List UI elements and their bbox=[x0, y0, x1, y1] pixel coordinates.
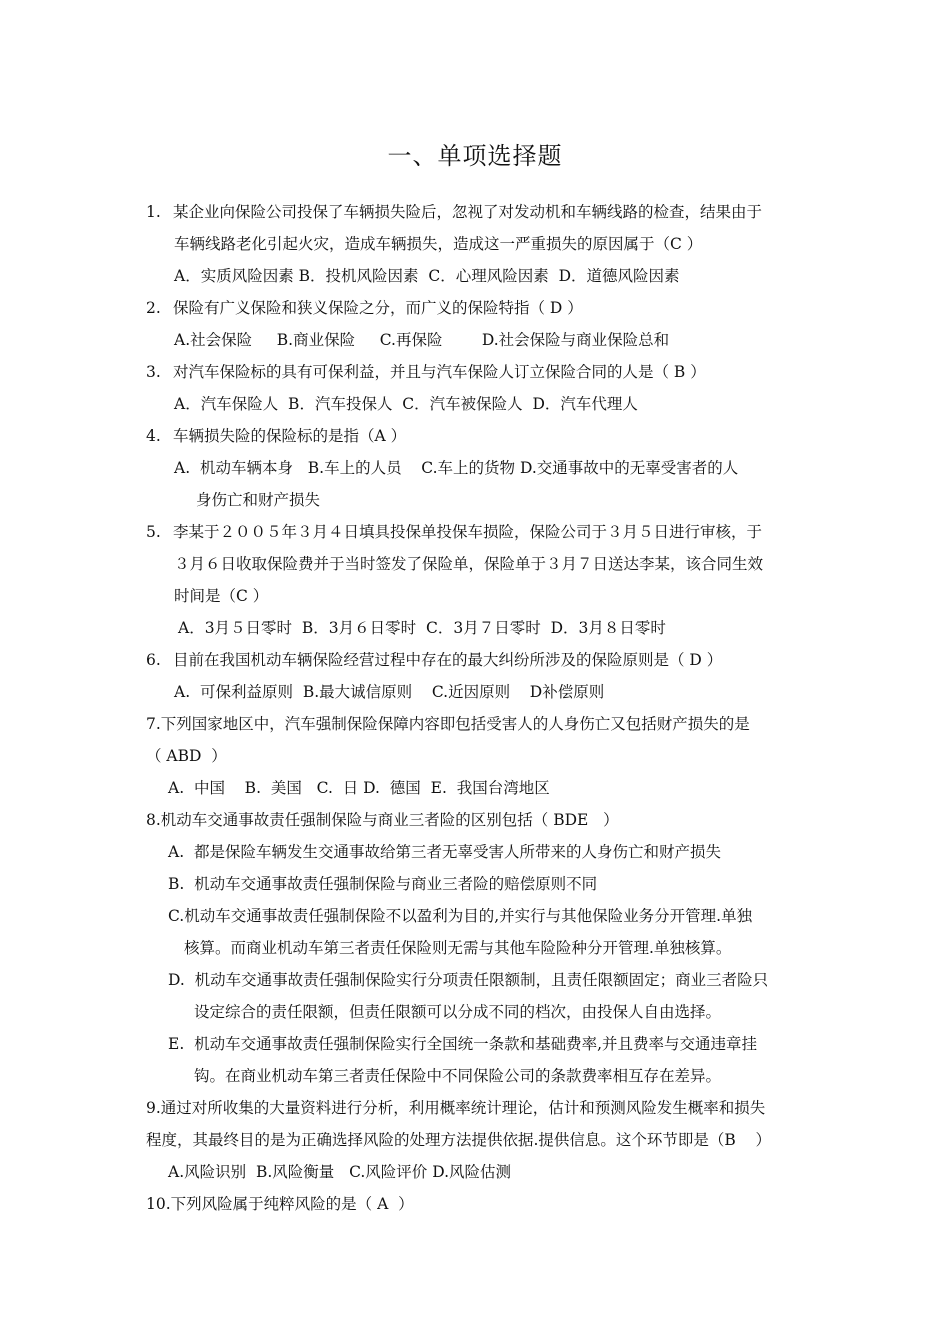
question-2-options: A.社会保险 B.商业保险 C.再保险 D.社会保险与商业保险总和 bbox=[174, 331, 670, 349]
question-text: 李某于２００５年３月４日填具投保单投保车损险，保险公司于３月５日进行审核，于 bbox=[173, 523, 763, 541]
question-5-options: A．3月５日零时 B．3月６日零时 C．3月７日零时 D．3月８日零时 bbox=[178, 619, 666, 637]
question-6-stem bbox=[146, 644, 814, 676]
question-text-continued: （ ABD ） bbox=[146, 747, 227, 765]
question-number: 1. bbox=[146, 203, 161, 221]
question-text: 某企业向保险公司投保了车辆损失险后，忽视了对发动机和车辆线路的检查，结果由于 bbox=[173, 203, 763, 221]
question-8-option-e-continued: 钩。在商业机动车第三者责任保险中不同保险公司的条款费率相互存在差异。 bbox=[194, 1067, 722, 1085]
question-text: 对汽车保险标的具有可保利益，并且与汽车保险人订立保险合同的人是（ B ） bbox=[173, 363, 706, 381]
question-text-continued: 时间是（C ） bbox=[174, 587, 269, 605]
question-8-option-e: E. 机动车交通事故责任强制保险实行全国统一条款和基础费率,并且费率与交通违章挂 bbox=[168, 1035, 758, 1053]
question-number: 7. bbox=[146, 715, 161, 733]
question-number: 4. bbox=[146, 427, 161, 445]
question-1-options: A．实质风险因素 B．投机风险因素 C．心理风险因素 D．道德风险因素 bbox=[174, 267, 680, 285]
question-8-option-c: C.机动车交通事故责任强制保险不以盈利为目的,并实行与其他保险业务分开管理.单独 bbox=[168, 907, 753, 925]
question-text: 通过对所收集的大量资料进行分析，利用概率统计理论，估计和预测风险发生概率和损失 bbox=[160, 1099, 766, 1117]
question-text: 下列国家地区中，汽车强制保险保障内容即包括受害人的人身伤亡又包括财产损失的是 bbox=[160, 715, 750, 733]
question-number: 2. bbox=[146, 299, 161, 317]
question-8-option-b: B. 机动车交通事故责任强制保险与商业三者险的赔偿原则不同 bbox=[168, 875, 598, 893]
question-list bbox=[146, 196, 814, 1220]
question-8-stem bbox=[146, 804, 814, 836]
question-text-continued: ３月６日收取保险费并于当时签发了保险单，保险单于３月７日送达李某，该合同生效 bbox=[174, 555, 764, 573]
question-text: 目前在我国机动车辆保险经营过程中存在的最大纠纷所涉及的保险原则是（ D ） bbox=[173, 651, 723, 669]
question-number: 6. bbox=[146, 651, 161, 669]
question-4-options-continued: 身伤亡和财产损失 bbox=[196, 491, 321, 509]
question-10-stem bbox=[146, 1188, 814, 1220]
question-8-option-d: D. 机动车交通事故责任强制保险实行分项责任限额制，且责任限额固定；商业三者险只 bbox=[168, 971, 769, 989]
question-9-options: A.风险识别 B.风险衡量 C.风险评价 D.风险估测 bbox=[168, 1163, 512, 1181]
question-text-continued: 程度，其最终目的是为正确选择风险的处理方法提供依据.提供信息。这个环节即是（B ） bbox=[146, 1131, 772, 1149]
question-text: 下列风险属于纯粹风险的是（ A ） bbox=[170, 1195, 414, 1213]
question-1-stem bbox=[146, 196, 814, 228]
question-8-option-a: A. 都是保险车辆发生交通事故给第三者无辜受害人所带来的人身伤亡和财产损失 bbox=[168, 843, 721, 861]
question-6-options: A. 可保利益原则 B.最大诚信原则 C.近因原则 D补偿原则 bbox=[174, 683, 605, 701]
question-2-stem bbox=[146, 292, 814, 324]
question-text-continued: 车辆线路老化引起火灾，造成车辆损失，造成这一严重损失的原因属于（C ） bbox=[174, 235, 703, 253]
question-text: 保险有广义保险和狭义保险之分，而广义的保险特指（ D ） bbox=[173, 299, 583, 317]
question-9-stem bbox=[146, 1092, 814, 1124]
question-4-stem bbox=[146, 420, 814, 452]
question-5-stem bbox=[146, 516, 814, 548]
question-7-options: A. 中国 B. 美国 C. 日 D. 德国 E. 我国台湾地区 bbox=[168, 779, 550, 797]
question-7-stem bbox=[146, 708, 814, 740]
question-number: 3. bbox=[146, 363, 161, 381]
question-text: 机动车交通事故责任强制保险与商业三者险的区别包括（ BDE ） bbox=[160, 811, 619, 829]
question-number: 8. bbox=[146, 811, 161, 829]
question-3-stem bbox=[146, 356, 814, 388]
question-8-option-d-continued: 设定综合的责任限额，但责任限额可以分成不同的档次，由投保人自由选择。 bbox=[194, 1003, 722, 1021]
question-number: 10. bbox=[146, 1195, 171, 1213]
question-3-options: A．汽车保险人 B．汽车投保人 C．汽车被保险人 D．汽车代理人 bbox=[174, 395, 638, 413]
question-4-options: A. 机动车辆本身 B.车上的人员 C.车上的货物 D.交通事故中的无辜受害者的人 bbox=[174, 459, 739, 477]
question-number: 9. bbox=[146, 1099, 161, 1117]
question-8-option-c-continued: 核算。而商业机动车第三者责任保险则无需与其他车险险种分开管理.单独核算。 bbox=[184, 939, 732, 957]
question-number: 5. bbox=[146, 523, 161, 541]
page-title: 一、单项选择题 bbox=[387, 142, 563, 170]
question-text: 车辆损失险的保险标的是指（A ） bbox=[173, 427, 407, 445]
